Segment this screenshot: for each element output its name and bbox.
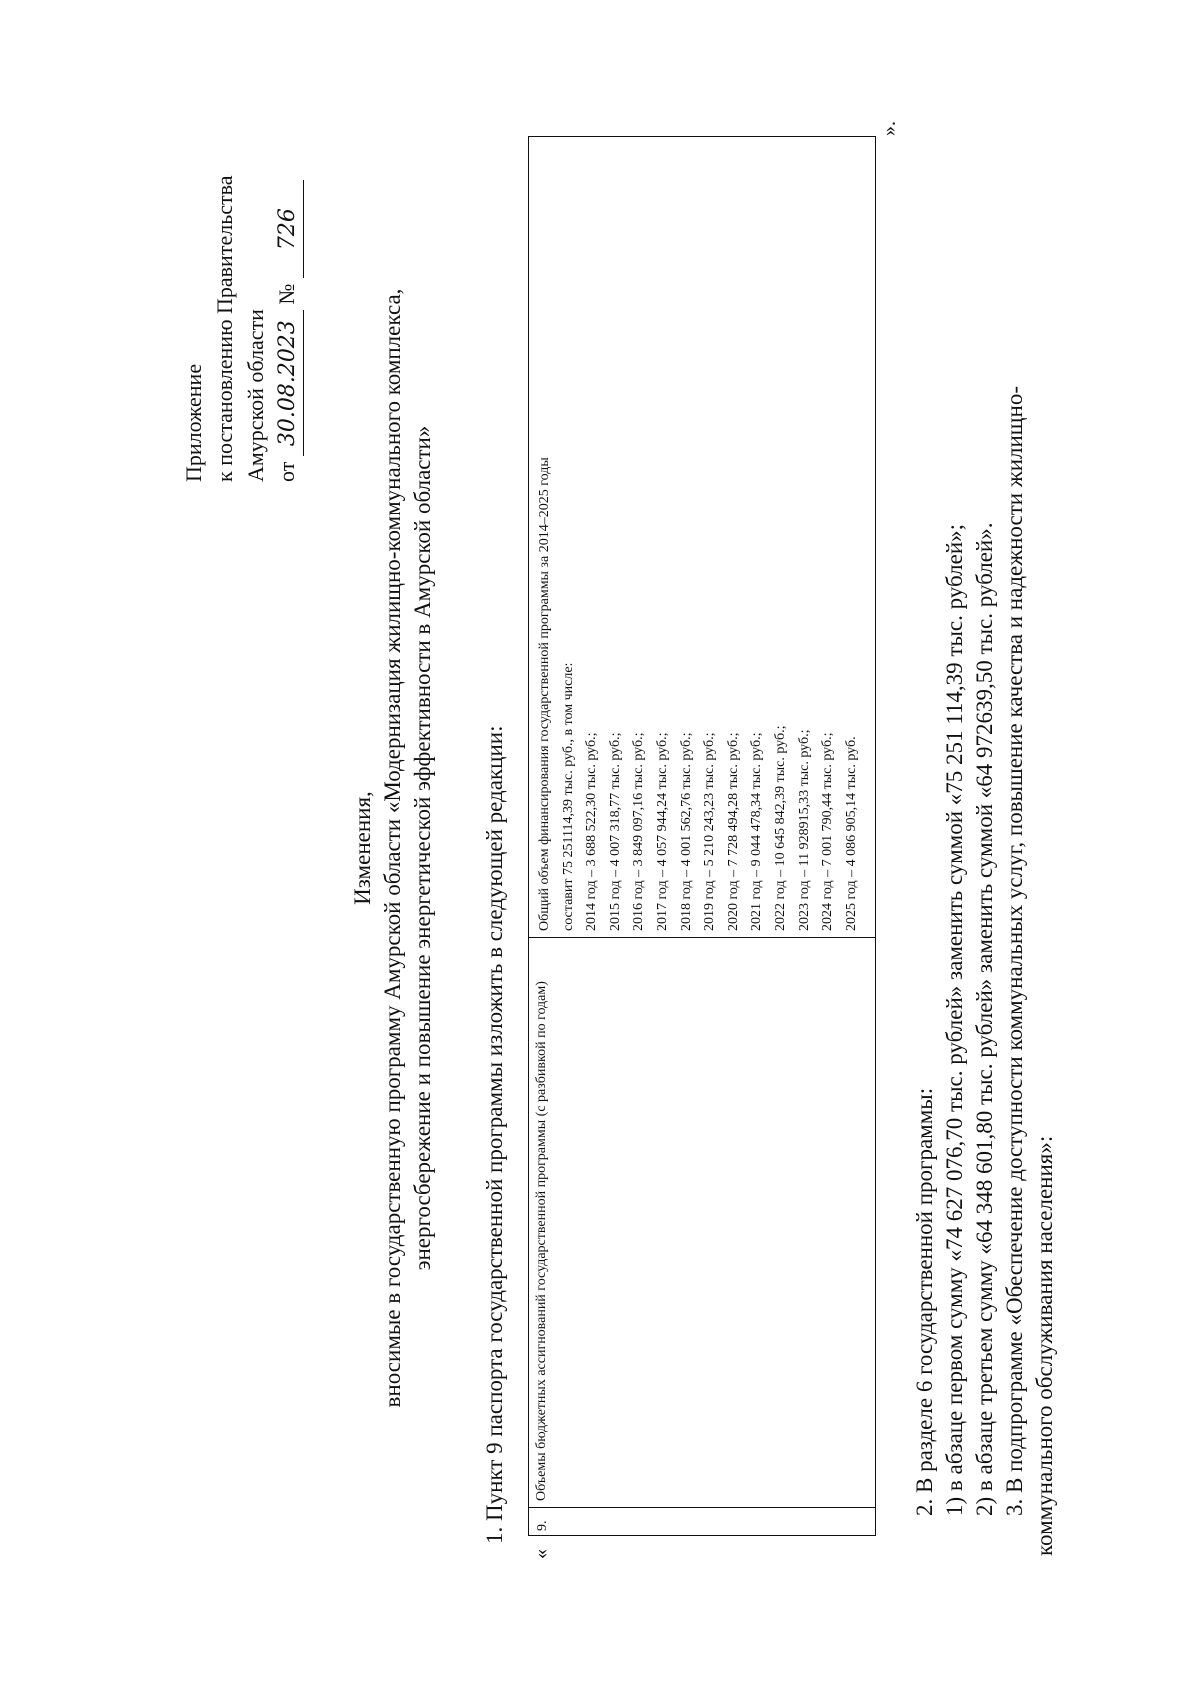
approval-line-2: к постановлению Правительства [212, 175, 237, 482]
year-line: 2019 год – 5 210 243,23 тыс. руб.; [702, 732, 718, 931]
title-line-3: энергосбережение и повышение энергетической эффективности в Амурской области» [410, 425, 435, 1271]
table-row-label: Объемы бюджетных ассигнований государственной программы (с разбивкой по годам) [529, 937, 875, 1507]
year-line: 2018 год – 4 001 562,76 тыс. руб.; [678, 732, 694, 931]
approval-line-3: Амурской области [243, 309, 268, 482]
year-line: 2025 год – 4 086 905,14 тыс. руб. [843, 736, 859, 931]
amendments-list [910, 386, 1060, 1556]
total-line-2: составит 75 251114,39 тыс. руб., в том числе: [560, 662, 576, 931]
document-title [348, 0, 438, 1696]
table-row-number: 9. [529, 1507, 875, 1535]
number-label: № [274, 283, 299, 305]
year-line: 2022 год – 10 645 842,39 тыс. руб.; [772, 725, 788, 931]
from-label: от [274, 461, 299, 482]
approval-block [178, 176, 304, 482]
year-line: 2014 год – 3 688 522,30 тыс. руб.; [584, 732, 600, 931]
amendment-item-2: 2) в абзаце третьем сумму «64 348 601,80 тыс. рублей» заменить суммой «64 972639,50 тыс. рублей». [972, 522, 997, 1516]
amendment-item-1: 1) в абзаце первом сумму «74 627 076,70 тыс. рублей» заменить суммой «75 251 114,39 тыс. рублей»; [942, 523, 967, 1516]
year-line: 2015 год – 4 007 318,77 тыс. руб.; [607, 732, 623, 931]
title-line-1: Изменения, [350, 791, 375, 905]
handwritten-number: 726 [272, 180, 304, 278]
opening-quote: « [530, 1549, 552, 1559]
year-line: 2017 год – 4 057 944,24 тыс. руб.; [654, 732, 670, 931]
approval-line-1: Приложение [181, 363, 206, 482]
table-row-data [529, 137, 875, 937]
year-line: 2023 год – 11 928915,33 тыс. руб.; [796, 729, 812, 931]
approval-date-line [271, 176, 304, 482]
year-line: 2020 год – 7 728 494,28 тыс. руб.; [725, 732, 741, 931]
section-2-heading: 2. В разделе 6 государственной программы: [912, 1087, 937, 1516]
year-line: 2021 год – 9 044 478,34 тыс. руб.; [749, 732, 765, 931]
section-3-continuation: коммунального обслуживания населения»: [1032, 1135, 1057, 1556]
year-line: 2024 год – 7 001 790,44 тыс. руб.; [820, 732, 836, 931]
year-line: 2016 год – 3 849 097,16 тыс. руб.; [631, 732, 647, 931]
total-line-1: Общий объем финансирования государственной программы за 2014–2025 годы [537, 457, 552, 931]
closing-quote: ». [878, 121, 900, 136]
financing-table [528, 136, 876, 1536]
title-line-2: вносимые в государственную программу Амурской области «Модернизация жилищно-коммунального комплекса, [380, 288, 405, 1408]
section-3-heading: 3. В подпрограмме «Обеспечение доступности коммунальных услуг, повышение качества и надежности жилищно- [1002, 386, 1027, 1516]
handwritten-date: 30.08.2023 [272, 310, 304, 456]
paragraph-1: 1. Пункт 9 паспорта государственной программы изложить в следующей редакции: [482, 725, 507, 1544]
